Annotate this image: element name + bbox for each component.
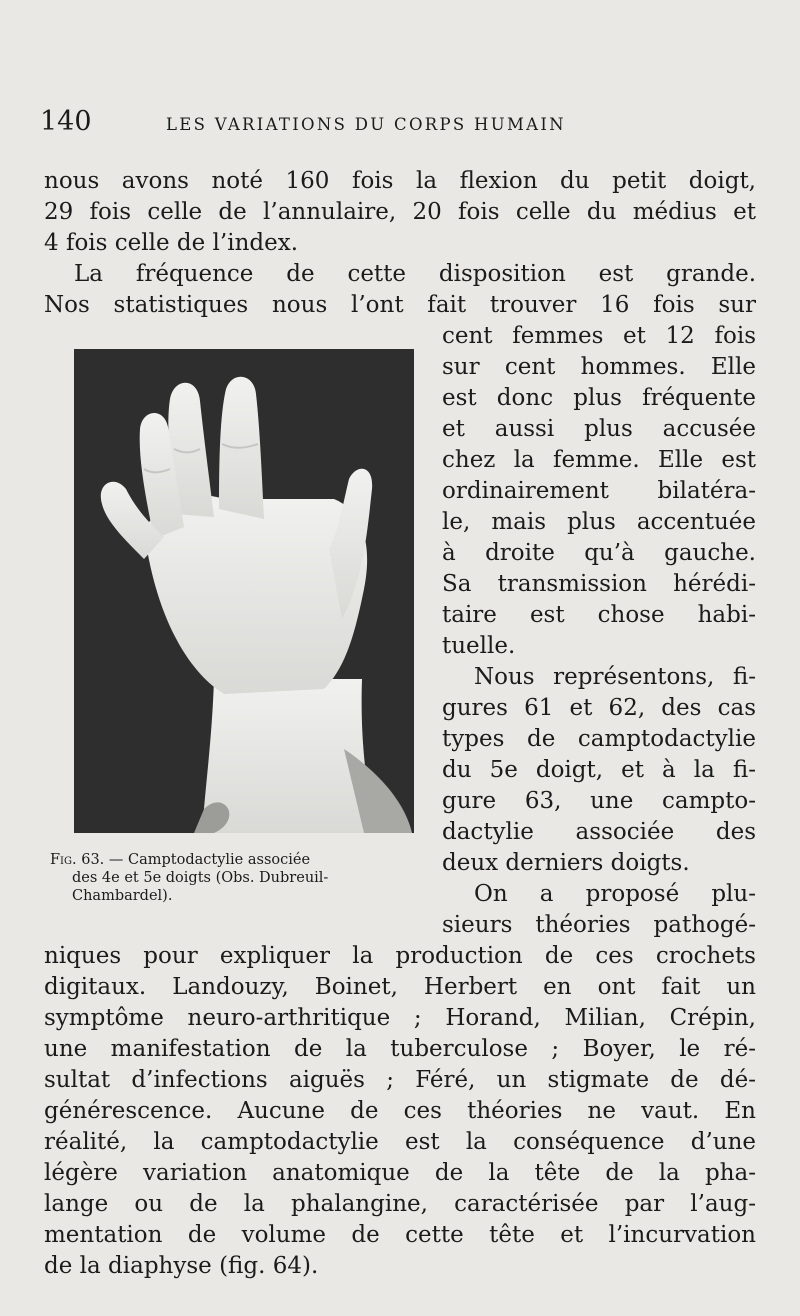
body-line-22: dactylie associée des <box>442 819 756 845</box>
page-number: 140 <box>40 106 92 137</box>
body-line-31: générescence. Aucune de ces théories ne vaut. En <box>44 1098 756 1124</box>
body-line-13: à droite qu’à gauche. <box>442 540 756 566</box>
body-line-21: gure 63, une campto- <box>442 788 756 814</box>
caption-text-1: — Camptodactylie associée <box>108 852 311 868</box>
body-line-2: 29 fois celle de l’annulaire, 20 fois celle du médius et <box>44 199 756 225</box>
body-line-16: tuelle. <box>442 633 516 659</box>
caption-label: Fig. 63. <box>50 852 105 868</box>
body-line-20: du 5e doigt, et à la fi- <box>442 757 756 783</box>
page-header <box>40 106 760 140</box>
body-line-28: symptôme neuro-arthritique ; Horand, Milian, Crépin, <box>44 1005 756 1031</box>
body-line-9: et aussi plus accusée <box>442 416 756 442</box>
body-line-24: On a proposé plu- <box>474 881 756 907</box>
body-line-11: ordinairement bilatéra- <box>442 478 756 504</box>
body-line-35: mentation de volume de cette tête et l’incurvation <box>44 1222 756 1248</box>
body-line-18: gures 61 et 62, des cas <box>442 695 756 721</box>
body-line-36: de la diaphyse (fig. 64). <box>44 1253 319 1279</box>
body-line-34: lange ou de la phalangine, caractérisée par l’aug- <box>44 1191 756 1217</box>
body-line-19: types de camptodactylie <box>442 726 756 752</box>
body-line-17: Nous représentons, fi- <box>474 664 756 690</box>
body-line-5: Nos statistiques nous l’ont fait trouver 16 fois sur <box>44 292 756 318</box>
body-line-12: le, mais plus accentuée <box>442 509 756 535</box>
caption-line-3: Chambardel). <box>72 888 173 904</box>
body-line-6: cent femmes et 12 fois <box>442 323 756 349</box>
body-line-8: est donc plus fréquente <box>442 385 756 411</box>
body-line-33: légère variation anatomique de la tête de la pha- <box>44 1160 756 1186</box>
body-line-23: deux derniers doigts. <box>442 850 690 876</box>
running-title: LES VARIATIONS DU CORPS HUMAIN <box>166 115 566 134</box>
figure-caption <box>50 851 434 905</box>
hand-photograph <box>74 349 414 833</box>
caption-line-2: des 4e et 5e doigts (Obs. Dubreuil- <box>72 870 329 886</box>
body-line-29: une manifestation de la tuberculose ; Boyer, le ré- <box>44 1036 756 1062</box>
body-line-30: sultat d’infections aiguës ; Féré, un stigmate de dé- <box>44 1067 756 1093</box>
body-line-4: La fréquence de cette disposition est grande. <box>74 261 756 287</box>
body-line-7: sur cent hommes. Elle <box>442 354 756 380</box>
body-line-14: Sa transmission hérédi- <box>442 571 756 597</box>
body-line-10: chez la femme. Elle est <box>442 447 756 473</box>
caption-line-1 <box>50 851 434 869</box>
body-line-25: sieurs théories pathogé- <box>442 912 756 938</box>
body-line-27: digitaux. Landouzy, Boinet, Herbert en ont fait un <box>44 974 756 1000</box>
body-line-3: 4 fois celle de l’index. <box>44 230 298 256</box>
body-line-15: taire est chose habi- <box>442 602 756 628</box>
body-line-26: niques pour expliquer la production de ces crochets <box>44 943 756 969</box>
body-line-1: nous avons noté 160 fois la flexion du petit doigt, <box>44 168 756 194</box>
body-line-32: réalité, la camptodactylie est la conséquence d’une <box>44 1129 756 1155</box>
